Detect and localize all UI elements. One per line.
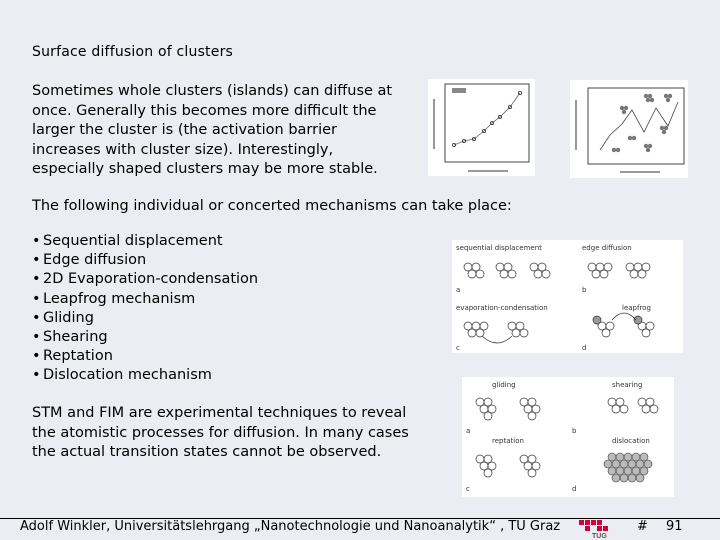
panel-letter: b xyxy=(572,427,577,435)
mechanism-label: evaporation-condensation xyxy=(456,304,548,312)
list-item: • Shearing xyxy=(32,328,258,347)
intro-line: increases with cluster size). Interestingly, xyxy=(32,141,334,158)
cluster-stability-plot-image xyxy=(570,80,688,178)
intro-line: especially shaped clusters may be more stable. xyxy=(32,161,378,177)
page-number: 91 xyxy=(666,519,683,534)
list-item: • 2D Evaporation-condensation xyxy=(32,270,258,289)
mechanism-label: reptation xyxy=(492,437,524,445)
list-item: • Dislocation mechanism xyxy=(32,366,258,385)
hash-symbol: # xyxy=(637,519,648,534)
slide-title: Surface diffusion of clusters xyxy=(32,44,234,60)
tug-logo xyxy=(575,516,615,540)
panel-letter: a xyxy=(466,427,471,435)
panel-letter: a xyxy=(456,286,461,294)
panel-letter: d xyxy=(582,344,587,352)
mechanisms-intro: The following individual or concerted mechanisms can take place: xyxy=(32,198,512,214)
panel-letter: c xyxy=(456,344,460,352)
list-item: • Gliding xyxy=(32,309,258,328)
techniques-line: the atomistic processes for diffusion. In many cases xyxy=(32,424,409,441)
list-item: • Reptation xyxy=(32,347,258,366)
footer-text: Adolf Winkler, Universitätslehrgang „Nanotechnologie und Nanoanalytik“ , TU Graz xyxy=(20,519,561,534)
mechanism-label: dislocation xyxy=(612,437,650,445)
techniques-line: the actual transition states cannot be observed. xyxy=(32,444,382,460)
intro-line: Sometimes whole clusters (islands) can diffuse at xyxy=(32,83,393,99)
mechanism-diagram-2-image xyxy=(462,377,674,497)
list-item: • Edge diffusion xyxy=(32,251,258,270)
intro-paragraph xyxy=(32,82,427,180)
list-item: • Leapfrog mechanism xyxy=(32,290,258,309)
panel-letter: d xyxy=(572,485,577,493)
mechanism-label: shearing xyxy=(612,381,643,389)
intro-line: once. Generally this becomes more difficult the xyxy=(32,102,377,119)
intro-line: larger the cluster is (the activation barrier xyxy=(32,122,337,138)
mechanism-label: edge diffusion xyxy=(582,244,632,252)
panel-letter: c xyxy=(466,485,470,493)
mechanism-label: gliding xyxy=(492,381,516,389)
mechanism-list xyxy=(32,232,258,386)
mechanism-diagram-1-image xyxy=(452,240,683,353)
techniques-line: STM and FIM are experimental techniques to reveal xyxy=(32,405,407,421)
diffusion-vs-size-plot-image xyxy=(428,79,535,176)
techniques-paragraph xyxy=(32,404,409,463)
logo-text: TUG xyxy=(592,533,607,540)
list-item: • Sequential displacement xyxy=(32,232,258,251)
mechanism-label: leapfrog xyxy=(622,304,651,312)
panel-letter: b xyxy=(582,286,587,294)
mechanism-label: sequential displacement xyxy=(456,244,542,252)
